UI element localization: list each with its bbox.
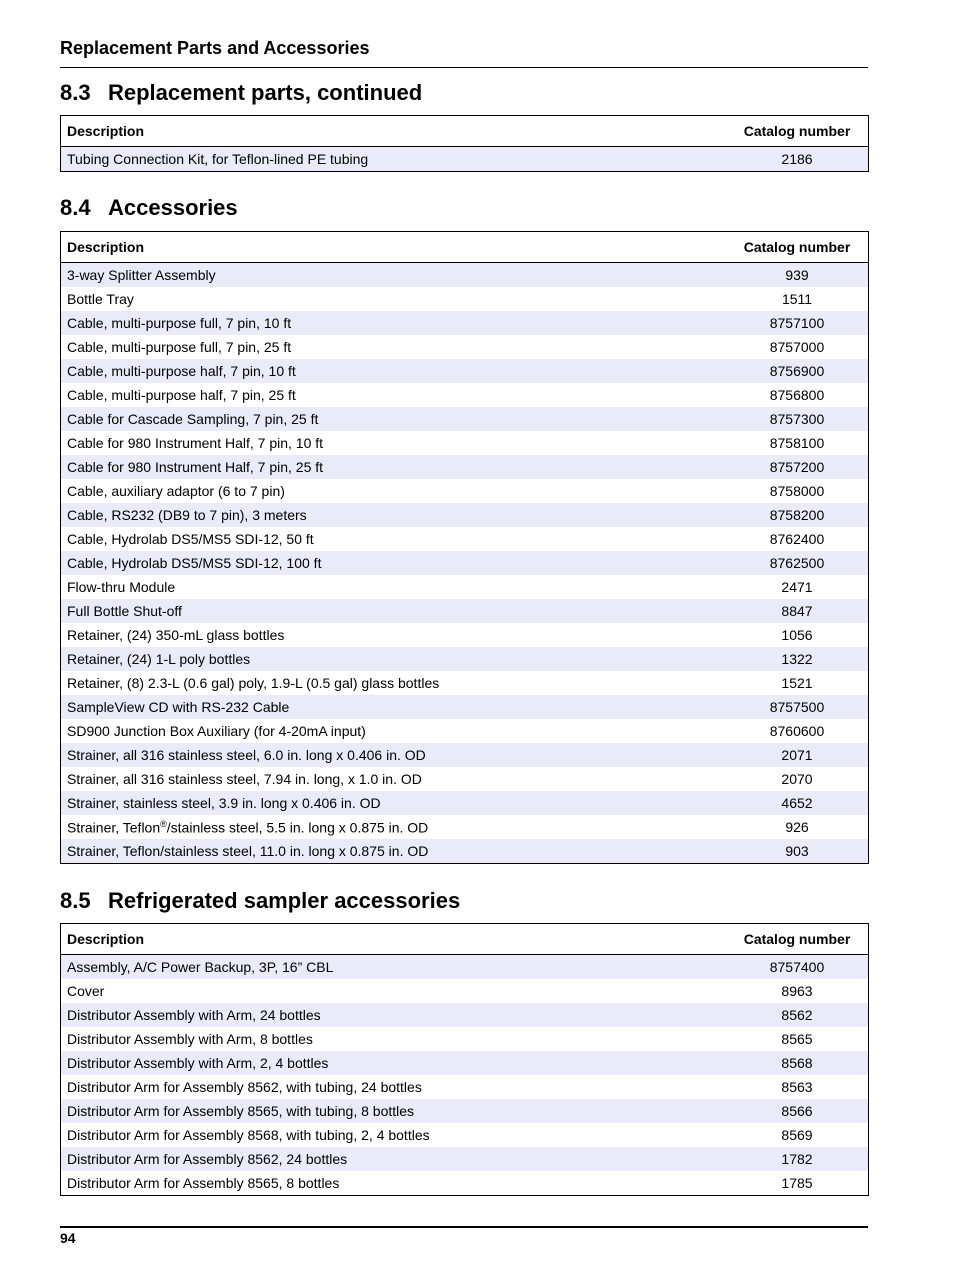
catalog-number: 2186 <box>726 147 869 172</box>
catalog-number: 8566 <box>726 1099 869 1123</box>
catalog-number: 8847 <box>726 599 869 623</box>
column-header-catalog-number: Catalog number <box>726 116 869 147</box>
catalog-number: 1782 <box>726 1147 869 1171</box>
section-number: 8.3 <box>60 80 91 105</box>
table-row <box>61 503 869 527</box>
part-description: Retainer, (24) 1-L poly bottles <box>61 647 727 671</box>
table-row <box>61 767 869 791</box>
catalog-number: 8757100 <box>726 311 869 335</box>
table-row <box>61 383 869 407</box>
table-row <box>61 743 869 767</box>
part-description: Cable, multi-purpose full, 7 pin, 10 ft <box>61 311 727 335</box>
table-row <box>61 955 869 980</box>
table-header-row <box>61 116 869 147</box>
part-description: Cable, multi-purpose full, 7 pin, 25 ft <box>61 335 727 359</box>
part-description: Distributor Assembly with Arm, 24 bottles <box>61 1003 727 1027</box>
part-description: Cable, multi-purpose half, 7 pin, 25 ft <box>61 383 727 407</box>
section-number: 8.4 <box>60 195 91 220</box>
catalog-number: 8563 <box>726 1075 869 1099</box>
part-description: Flow-thru Module <box>61 575 727 599</box>
table-row <box>61 791 869 815</box>
table-row <box>61 575 869 599</box>
catalog-number: 8762500 <box>726 551 869 575</box>
catalog-number: 8569 <box>726 1123 869 1147</box>
part-description: Cable for Cascade Sampling, 7 pin, 25 ft <box>61 407 727 431</box>
part-description: Cable, RS232 (DB9 to 7 pin), 3 meters <box>61 503 727 527</box>
catalog-number: 2071 <box>726 743 869 767</box>
section-title-text: Accessories <box>108 195 238 220</box>
catalog-number: 926 <box>726 815 869 839</box>
part-description: Distributor Arm for Assembly 8565, 8 bottles <box>61 1171 727 1196</box>
catalog-number: 1785 <box>726 1171 869 1196</box>
catalog-number: 8562 <box>726 1003 869 1027</box>
table-row <box>61 263 869 288</box>
part-description: Cable, auxiliary adaptor (6 to 7 pin) <box>61 479 727 503</box>
accessories-table <box>60 231 869 864</box>
column-header-description: Description <box>61 924 727 955</box>
table-row <box>61 455 869 479</box>
catalog-number: 2070 <box>726 767 869 791</box>
table-row <box>61 1003 869 1027</box>
catalog-number: 1511 <box>726 287 869 311</box>
part-description: Tubing Connection Kit, for Teflon-lined PE tubing <box>61 147 727 172</box>
catalog-number: 8760600 <box>726 719 869 743</box>
catalog-number: 903 <box>726 839 869 864</box>
section-title-text: Refrigerated sampler accessories <box>108 888 461 913</box>
table-row <box>61 599 869 623</box>
table-row <box>61 979 869 1003</box>
table-row <box>61 623 869 647</box>
table-row <box>61 407 869 431</box>
section-number: 8.5 <box>60 888 91 913</box>
column-header-catalog-number: Catalog number <box>726 924 869 955</box>
catalog-number: 8756800 <box>726 383 869 407</box>
part-description: Strainer, stainless steel, 3.9 in. long x 0.406 in. OD <box>61 791 727 815</box>
table-row <box>61 815 869 839</box>
catalog-number: 8758200 <box>726 503 869 527</box>
part-description: Cable for 980 Instrument Half, 7 pin, 10 ft <box>61 431 727 455</box>
table-row <box>61 527 869 551</box>
part-description: Cable for 980 Instrument Half, 7 pin, 25 ft <box>61 455 727 479</box>
part-description: Cable, Hydrolab DS5/MS5 SDI-12, 100 ft <box>61 551 727 575</box>
section-title-8-3 <box>60 80 868 106</box>
catalog-number: 1322 <box>726 647 869 671</box>
column-header-catalog-number: Catalog number <box>726 232 869 263</box>
part-description: Strainer, Teflon®/stainless steel, 5.5 in. long x 0.875 in. OD <box>61 815 727 839</box>
table-row <box>61 1123 869 1147</box>
catalog-number: 8757200 <box>726 455 869 479</box>
part-description: Strainer, all 316 stainless steel, 6.0 in. long x 0.406 in. OD <box>61 743 727 767</box>
catalog-number: 8756900 <box>726 359 869 383</box>
table-row <box>61 1051 869 1075</box>
replacement-parts-table <box>60 115 869 172</box>
catalog-number: 8758100 <box>726 431 869 455</box>
table-row <box>61 1027 869 1051</box>
table-row <box>61 1147 869 1171</box>
table-row <box>61 1075 869 1099</box>
page-number: 94 <box>60 1230 76 1246</box>
column-header-description: Description <box>61 116 727 147</box>
table-row <box>61 479 869 503</box>
footer-rule <box>60 1226 868 1228</box>
table-header-row <box>61 232 869 263</box>
column-header-description: Description <box>61 232 727 263</box>
part-description: Cable, Hydrolab DS5/MS5 SDI-12, 50 ft <box>61 527 727 551</box>
section-title-8-4 <box>60 195 868 221</box>
catalog-number: 2471 <box>726 575 869 599</box>
table-row <box>61 287 869 311</box>
part-description: Strainer, all 316 stainless steel, 7.94 in. long, x 1.0 in. OD <box>61 767 727 791</box>
table-row <box>61 1099 869 1123</box>
section-title-text: Replacement parts, continued <box>108 80 423 105</box>
part-description: Distributor Arm for Assembly 8568, with tubing, 2, 4 bottles <box>61 1123 727 1147</box>
catalog-number: 8757400 <box>726 955 869 980</box>
table-row <box>61 147 869 172</box>
part-description: Distributor Arm for Assembly 8565, with tubing, 8 bottles <box>61 1099 727 1123</box>
part-description: SampleView CD with RS-232 Cable <box>61 695 727 719</box>
table-row <box>61 695 869 719</box>
table-row <box>61 335 869 359</box>
table-row <box>61 431 869 455</box>
catalog-number: 8758000 <box>726 479 869 503</box>
part-description: Distributor Arm for Assembly 8562, 24 bottles <box>61 1147 727 1171</box>
catalog-number: 8568 <box>726 1051 869 1075</box>
part-description: Cover <box>61 979 727 1003</box>
part-description: Cable, multi-purpose half, 7 pin, 10 ft <box>61 359 727 383</box>
table-row <box>61 311 869 335</box>
section-title-8-5 <box>60 888 868 914</box>
part-description: 3-way Splitter Assembly <box>61 263 727 288</box>
table-row <box>61 671 869 695</box>
part-description: Distributor Assembly with Arm, 2, 4 bottles <box>61 1051 727 1075</box>
table-row <box>61 359 869 383</box>
table-row <box>61 647 869 671</box>
catalog-number: 8762400 <box>726 527 869 551</box>
table-row <box>61 551 869 575</box>
part-description: Distributor Assembly with Arm, 8 bottles <box>61 1027 727 1051</box>
refrigerated-sampler-accessories-table <box>60 923 869 1196</box>
table-header-row <box>61 924 869 955</box>
running-header: Replacement Parts and Accessories <box>60 38 868 68</box>
table-row <box>61 839 869 864</box>
table-row <box>61 1171 869 1196</box>
part-description: SD900 Junction Box Auxiliary (for 4-20mA input) <box>61 719 727 743</box>
registered-mark: ® <box>160 818 167 829</box>
part-description: Full Bottle Shut-off <box>61 599 727 623</box>
catalog-number: 8757300 <box>726 407 869 431</box>
catalog-number: 4652 <box>726 791 869 815</box>
catalog-number: 8565 <box>726 1027 869 1051</box>
part-description: Retainer, (8) 2.3-L (0.6 gal) poly, 1.9-L (0.5 gal) glass bottles <box>61 671 727 695</box>
catalog-number: 8757500 <box>726 695 869 719</box>
catalog-number: 939 <box>726 263 869 288</box>
catalog-number: 1056 <box>726 623 869 647</box>
part-description: Retainer, (24) 350-mL glass bottles <box>61 623 727 647</box>
part-description: Assembly, A/C Power Backup, 3P, 16” CBL <box>61 955 727 980</box>
catalog-number: 8963 <box>726 979 869 1003</box>
part-description: Strainer, Teflon/stainless steel, 11.0 in. long x 0.875 in. OD <box>61 839 727 864</box>
catalog-number: 8757000 <box>726 335 869 359</box>
catalog-number: 1521 <box>726 671 869 695</box>
table-row <box>61 719 869 743</box>
part-description: Bottle Tray <box>61 287 727 311</box>
part-description: Distributor Arm for Assembly 8562, with tubing, 24 bottles <box>61 1075 727 1099</box>
